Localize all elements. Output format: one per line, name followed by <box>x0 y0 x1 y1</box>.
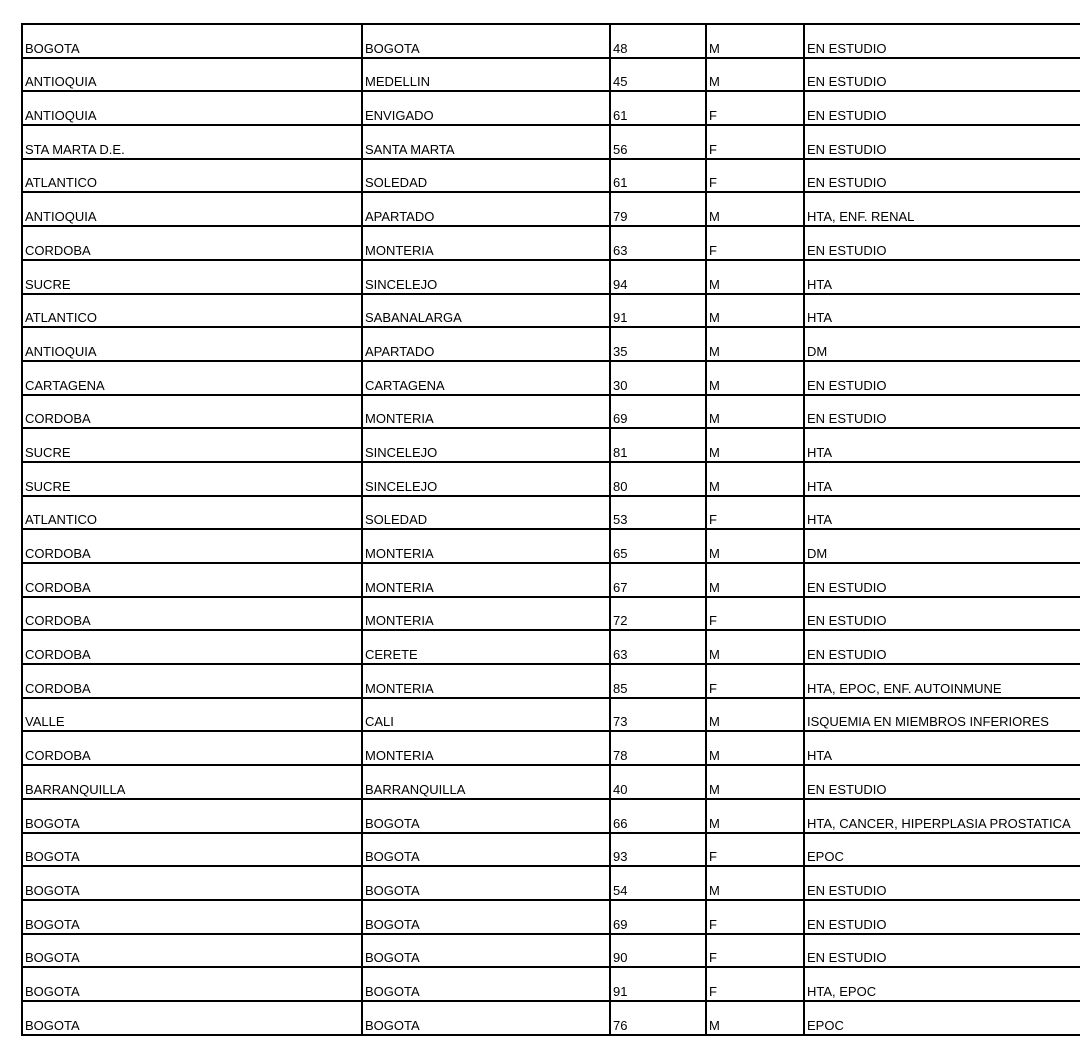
table-row <box>22 630 1080 664</box>
sex-cell: F <box>706 159 804 193</box>
department-cell: ANTIOQUIA <box>22 192 362 226</box>
condition-cell: EN ESTUDIO <box>804 765 1080 799</box>
table-row <box>22 529 1080 563</box>
condition-cell: EN ESTUDIO <box>804 597 1080 631</box>
age-cell: 90 <box>610 934 706 968</box>
municipality-cell: ENVIGADO <box>362 91 610 125</box>
table-row <box>22 327 1080 361</box>
table-row <box>22 698 1080 732</box>
age-cell: 56 <box>610 125 706 159</box>
condition-cell: EN ESTUDIO <box>804 226 1080 260</box>
sex-cell: M <box>706 563 804 597</box>
sex-cell: M <box>706 192 804 226</box>
sex-cell: M <box>706 529 804 563</box>
table-row <box>22 428 1080 462</box>
age-cell: 63 <box>610 226 706 260</box>
department-cell: BOGOTA <box>22 866 362 900</box>
age-cell: 81 <box>610 428 706 462</box>
sex-cell: M <box>706 428 804 462</box>
condition-cell: DM <box>804 529 1080 563</box>
condition-cell: EN ESTUDIO <box>804 361 1080 395</box>
age-cell: 91 <box>610 294 706 328</box>
condition-cell: EPOC <box>804 1001 1080 1035</box>
department-cell: CORDOBA <box>22 563 362 597</box>
sex-cell: M <box>706 1001 804 1035</box>
municipality-cell: SANTA MARTA <box>362 125 610 159</box>
table-row <box>22 765 1080 799</box>
table-row <box>22 597 1080 631</box>
sex-cell: M <box>706 294 804 328</box>
condition-cell: EN ESTUDIO <box>804 900 1080 934</box>
age-cell: 35 <box>610 327 706 361</box>
table-row <box>22 260 1080 294</box>
department-cell: CORDOBA <box>22 731 362 765</box>
municipality-cell: CARTAGENA <box>362 361 610 395</box>
age-cell: 65 <box>610 529 706 563</box>
condition-cell: EN ESTUDIO <box>804 125 1080 159</box>
department-cell: CORDOBA <box>22 226 362 260</box>
age-cell: 80 <box>610 462 706 496</box>
municipality-cell: SINCELEJO <box>362 260 610 294</box>
sex-cell: M <box>706 698 804 732</box>
sex-cell: M <box>706 260 804 294</box>
age-cell: 48 <box>610 24 706 58</box>
municipality-cell: BOGOTA <box>362 866 610 900</box>
condition-cell: HTA <box>804 462 1080 496</box>
condition-cell: ISQUEMIA EN MIEMBROS INFERIORES <box>804 698 1080 732</box>
department-cell: STA MARTA D.E. <box>22 125 362 159</box>
condition-cell: HTA, EPOC <box>804 967 1080 1001</box>
table-row <box>22 664 1080 698</box>
condition-cell: HTA <box>804 294 1080 328</box>
table-row <box>22 91 1080 125</box>
table-row <box>22 159 1080 193</box>
department-cell: SUCRE <box>22 260 362 294</box>
condition-cell: HTA <box>804 496 1080 530</box>
municipality-cell: SOLEDAD <box>362 159 610 193</box>
municipality-cell: APARTADO <box>362 192 610 226</box>
department-cell: BOGOTA <box>22 833 362 867</box>
municipality-cell: CALI <box>362 698 610 732</box>
age-cell: 91 <box>610 967 706 1001</box>
data-table <box>21 23 1080 1036</box>
table-row <box>22 58 1080 92</box>
condition-cell: HTA <box>804 428 1080 462</box>
municipality-cell: BOGOTA <box>362 967 610 1001</box>
municipality-cell: MONTERIA <box>362 226 610 260</box>
sex-cell: F <box>706 664 804 698</box>
table-row <box>22 934 1080 968</box>
table-row <box>22 1001 1080 1035</box>
age-cell: 66 <box>610 799 706 833</box>
condition-cell: EN ESTUDIO <box>804 24 1080 58</box>
sex-cell: M <box>706 866 804 900</box>
municipality-cell: MONTERIA <box>362 664 610 698</box>
sex-cell: M <box>706 462 804 496</box>
sex-cell: M <box>706 24 804 58</box>
table-row <box>22 799 1080 833</box>
sex-cell: M <box>706 361 804 395</box>
department-cell: ATLANTICO <box>22 159 362 193</box>
department-cell: SUCRE <box>22 428 362 462</box>
municipality-cell: BOGOTA <box>362 1001 610 1035</box>
sex-cell: M <box>706 327 804 361</box>
sex-cell: F <box>706 900 804 934</box>
municipality-cell: MONTERIA <box>362 529 610 563</box>
department-cell: BOGOTA <box>22 1001 362 1035</box>
municipality-cell: SINCELEJO <box>362 428 610 462</box>
condition-cell: HTA, ENF. RENAL <box>804 192 1080 226</box>
municipality-cell: SABANALARGA <box>362 294 610 328</box>
municipality-cell: MONTERIA <box>362 563 610 597</box>
municipality-cell: SOLEDAD <box>362 496 610 530</box>
department-cell: CARTAGENA <box>22 361 362 395</box>
age-cell: 93 <box>610 833 706 867</box>
department-cell: BARRANQUILLA <box>22 765 362 799</box>
condition-cell: HTA, EPOC, ENF. AUTOINMUNE <box>804 664 1080 698</box>
municipality-cell: MONTERIA <box>362 395 610 429</box>
table-row <box>22 563 1080 597</box>
department-cell: ANTIOQUIA <box>22 327 362 361</box>
department-cell: ANTIOQUIA <box>22 58 362 92</box>
table-row <box>22 900 1080 934</box>
table-row <box>22 462 1080 496</box>
sex-cell: M <box>706 765 804 799</box>
age-cell: 85 <box>610 664 706 698</box>
table-row <box>22 833 1080 867</box>
condition-cell: HTA <box>804 731 1080 765</box>
municipality-cell: MONTERIA <box>362 597 610 631</box>
department-cell: SUCRE <box>22 462 362 496</box>
department-cell: CORDOBA <box>22 529 362 563</box>
condition-cell: HTA <box>804 260 1080 294</box>
condition-cell: DM <box>804 327 1080 361</box>
sex-cell: M <box>706 799 804 833</box>
condition-cell: EN ESTUDIO <box>804 395 1080 429</box>
department-cell: BOGOTA <box>22 900 362 934</box>
age-cell: 94 <box>610 260 706 294</box>
table-row <box>22 496 1080 530</box>
age-cell: 40 <box>610 765 706 799</box>
municipality-cell: SINCELEJO <box>362 462 610 496</box>
department-cell: BOGOTA <box>22 967 362 1001</box>
department-cell: ATLANTICO <box>22 294 362 328</box>
age-cell: 45 <box>610 58 706 92</box>
age-cell: 76 <box>610 1001 706 1035</box>
department-cell: CORDOBA <box>22 664 362 698</box>
department-cell: VALLE <box>22 698 362 732</box>
table-row <box>22 192 1080 226</box>
condition-cell: EN ESTUDIO <box>804 866 1080 900</box>
department-cell: CORDOBA <box>22 597 362 631</box>
table-row <box>22 125 1080 159</box>
age-cell: 61 <box>610 91 706 125</box>
sex-cell: F <box>706 226 804 260</box>
condition-cell: EN ESTUDIO <box>804 934 1080 968</box>
sex-cell: M <box>706 395 804 429</box>
table-row <box>22 967 1080 1001</box>
department-cell: ANTIOQUIA <box>22 91 362 125</box>
municipality-cell: APARTADO <box>362 327 610 361</box>
sex-cell: M <box>706 731 804 765</box>
municipality-cell: BOGOTA <box>362 799 610 833</box>
municipality-cell: BOGOTA <box>362 24 610 58</box>
table-row <box>22 395 1080 429</box>
department-cell: CORDOBA <box>22 630 362 664</box>
age-cell: 53 <box>610 496 706 530</box>
municipality-cell: BARRANQUILLA <box>362 765 610 799</box>
table-row <box>22 731 1080 765</box>
condition-cell: EN ESTUDIO <box>804 563 1080 597</box>
age-cell: 61 <box>610 159 706 193</box>
condition-cell: EN ESTUDIO <box>804 91 1080 125</box>
sex-cell: F <box>706 967 804 1001</box>
age-cell: 30 <box>610 361 706 395</box>
age-cell: 72 <box>610 597 706 631</box>
sex-cell: M <box>706 630 804 664</box>
municipality-cell: BOGOTA <box>362 900 610 934</box>
age-cell: 69 <box>610 900 706 934</box>
table-row <box>22 24 1080 58</box>
department-cell: BOGOTA <box>22 799 362 833</box>
municipality-cell: MONTERIA <box>362 731 610 765</box>
age-cell: 54 <box>610 866 706 900</box>
municipality-cell: CERETE <box>362 630 610 664</box>
age-cell: 63 <box>610 630 706 664</box>
condition-cell: EN ESTUDIO <box>804 58 1080 92</box>
age-cell: 78 <box>610 731 706 765</box>
table-row <box>22 294 1080 328</box>
table-row <box>22 226 1080 260</box>
sex-cell: F <box>706 496 804 530</box>
condition-cell: EN ESTUDIO <box>804 630 1080 664</box>
sex-cell: F <box>706 91 804 125</box>
department-cell: CORDOBA <box>22 395 362 429</box>
department-cell: BOGOTA <box>22 24 362 58</box>
sex-cell: F <box>706 833 804 867</box>
sex-cell: F <box>706 934 804 968</box>
age-cell: 79 <box>610 192 706 226</box>
sex-cell: F <box>706 125 804 159</box>
sex-cell: M <box>706 58 804 92</box>
municipality-cell: BOGOTA <box>362 934 610 968</box>
table-row <box>22 361 1080 395</box>
age-cell: 67 <box>610 563 706 597</box>
table-row <box>22 866 1080 900</box>
age-cell: 73 <box>610 698 706 732</box>
age-cell: 69 <box>610 395 706 429</box>
sex-cell: F <box>706 597 804 631</box>
condition-cell: HTA, CANCER, HIPERPLASIA PROSTATICA <box>804 799 1080 833</box>
municipality-cell: MEDELLIN <box>362 58 610 92</box>
condition-cell: EN ESTUDIO <box>804 159 1080 193</box>
municipality-cell: BOGOTA <box>362 833 610 867</box>
department-cell: BOGOTA <box>22 934 362 968</box>
table-body <box>22 24 1080 1035</box>
department-cell: ATLANTICO <box>22 496 362 530</box>
condition-cell: EPOC <box>804 833 1080 867</box>
